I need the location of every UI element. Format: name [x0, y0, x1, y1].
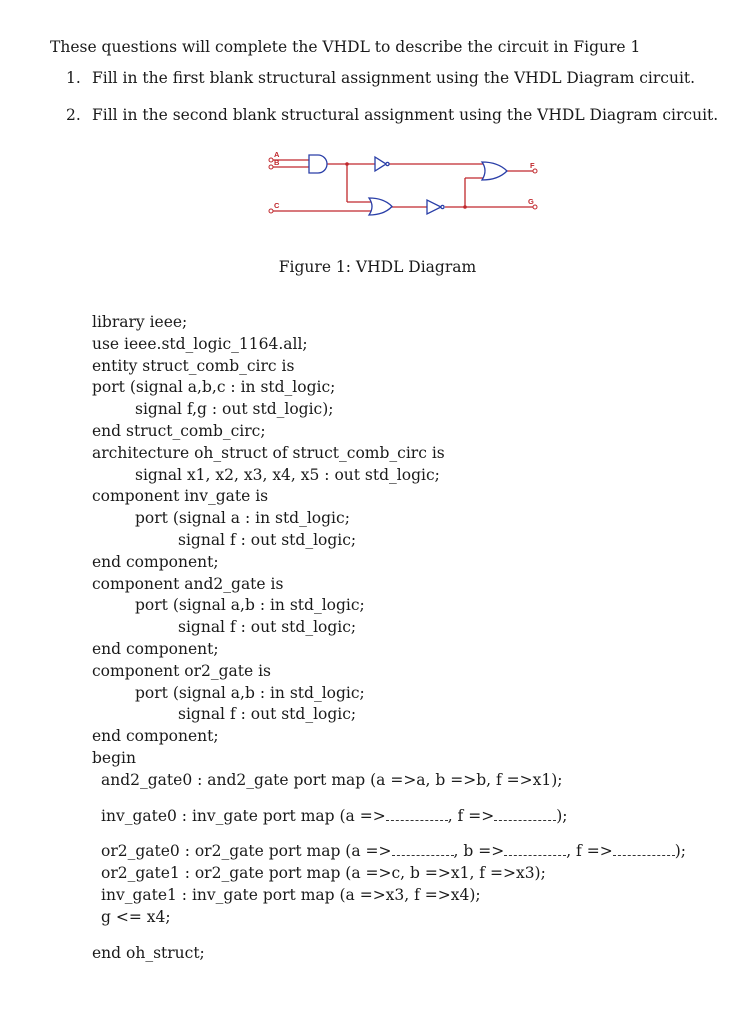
blank-or0-a[interactable]: [392, 841, 454, 856]
code-line: architecture oh_struct of struct_comb_circ is: [92, 443, 445, 462]
code-line-or2-gate0: or2_gate0 : or2_gate port map (a => , b => , f => );: [101, 842, 686, 861]
code-line: end struct_comb_circ;: [92, 421, 266, 440]
inverter-gate: [427, 200, 441, 214]
code-line: port (signal a,b : in std_logic;: [135, 683, 365, 702]
label-b: B: [274, 158, 280, 167]
inverter-gate: [375, 157, 386, 171]
code-line: port (signal a,b,c : in std_logic;: [92, 378, 336, 397]
code-line: end component;: [92, 552, 219, 571]
question-2: [66, 106, 718, 124]
label-g: G: [528, 197, 534, 206]
vhdl-code: [92, 312, 686, 964]
figure-caption: Figure 1: VHDL Diagram: [278, 258, 477, 276]
intro-text: These questions will complete the VHDL to describe the circuit in Figure 1: [50, 38, 641, 56]
code-line: signal x1, x2, x3, x4, x5 : out std_logic;: [135, 465, 440, 484]
blank-or0-f[interactable]: [613, 841, 675, 856]
circuit-diagram: [265, 150, 555, 220]
code-line: inv_gate1 : inv_gate port map (a =>x3, f =>x4);: [101, 885, 481, 904]
blank-or0-b[interactable]: [504, 841, 566, 856]
code-line: component inv_gate is: [92, 487, 269, 506]
question-number: 1.: [66, 69, 81, 87]
code-line: and2_gate0 : and2_gate port map (a =>a, b =>b, f =>x1);: [101, 770, 563, 789]
code-line: signal f,g : out std_logic);: [135, 400, 334, 419]
code-line: begin: [92, 748, 136, 767]
code-line: component and2_gate is: [92, 574, 284, 593]
code-line: end oh_struct;: [92, 943, 205, 962]
label-a: A: [274, 150, 280, 159]
label-c: C: [274, 201, 280, 210]
question-number: 2.: [66, 106, 81, 124]
code-line: signal f : out std_logic;: [178, 705, 357, 724]
code-line: port (signal a : in std_logic;: [135, 509, 350, 528]
question-text: Fill in the second blank structural assignment using the VHDL Diagram circuit.: [92, 106, 719, 124]
code-line: entity struct_comb_circ is: [92, 356, 295, 375]
code-line: g <= x4;: [101, 907, 171, 926]
and-gate: [309, 155, 327, 173]
code-line: signal f : out std_logic;: [178, 530, 357, 549]
code-line: signal f : out std_logic;: [178, 618, 357, 637]
blank-inv0-a[interactable]: [386, 806, 448, 821]
blank-inv0-f[interactable]: [494, 806, 556, 821]
code-line: end component;: [92, 727, 219, 746]
question-1: [66, 69, 695, 87]
or-gate: [482, 162, 507, 180]
code-line: end component;: [92, 639, 219, 658]
code-line: component or2_gate is: [92, 661, 272, 680]
code-line: or2_gate1 : or2_gate port map (a =>c, b =>x1, f =>x3);: [101, 864, 546, 883]
code-line: library ieee;: [92, 313, 188, 331]
question-text: Fill in the first blank structural assignment using the VHDL Diagram circuit.: [92, 69, 696, 87]
code-line: use ieee.std_logic_1164.all;: [92, 334, 308, 353]
code-line: port (signal a,b : in std_logic;: [135, 596, 365, 615]
code-line-inv-gate0: inv_gate0 : inv_gate port map (a => , f => );: [101, 806, 568, 825]
or-gate: [369, 198, 392, 215]
label-f: F: [530, 161, 535, 170]
